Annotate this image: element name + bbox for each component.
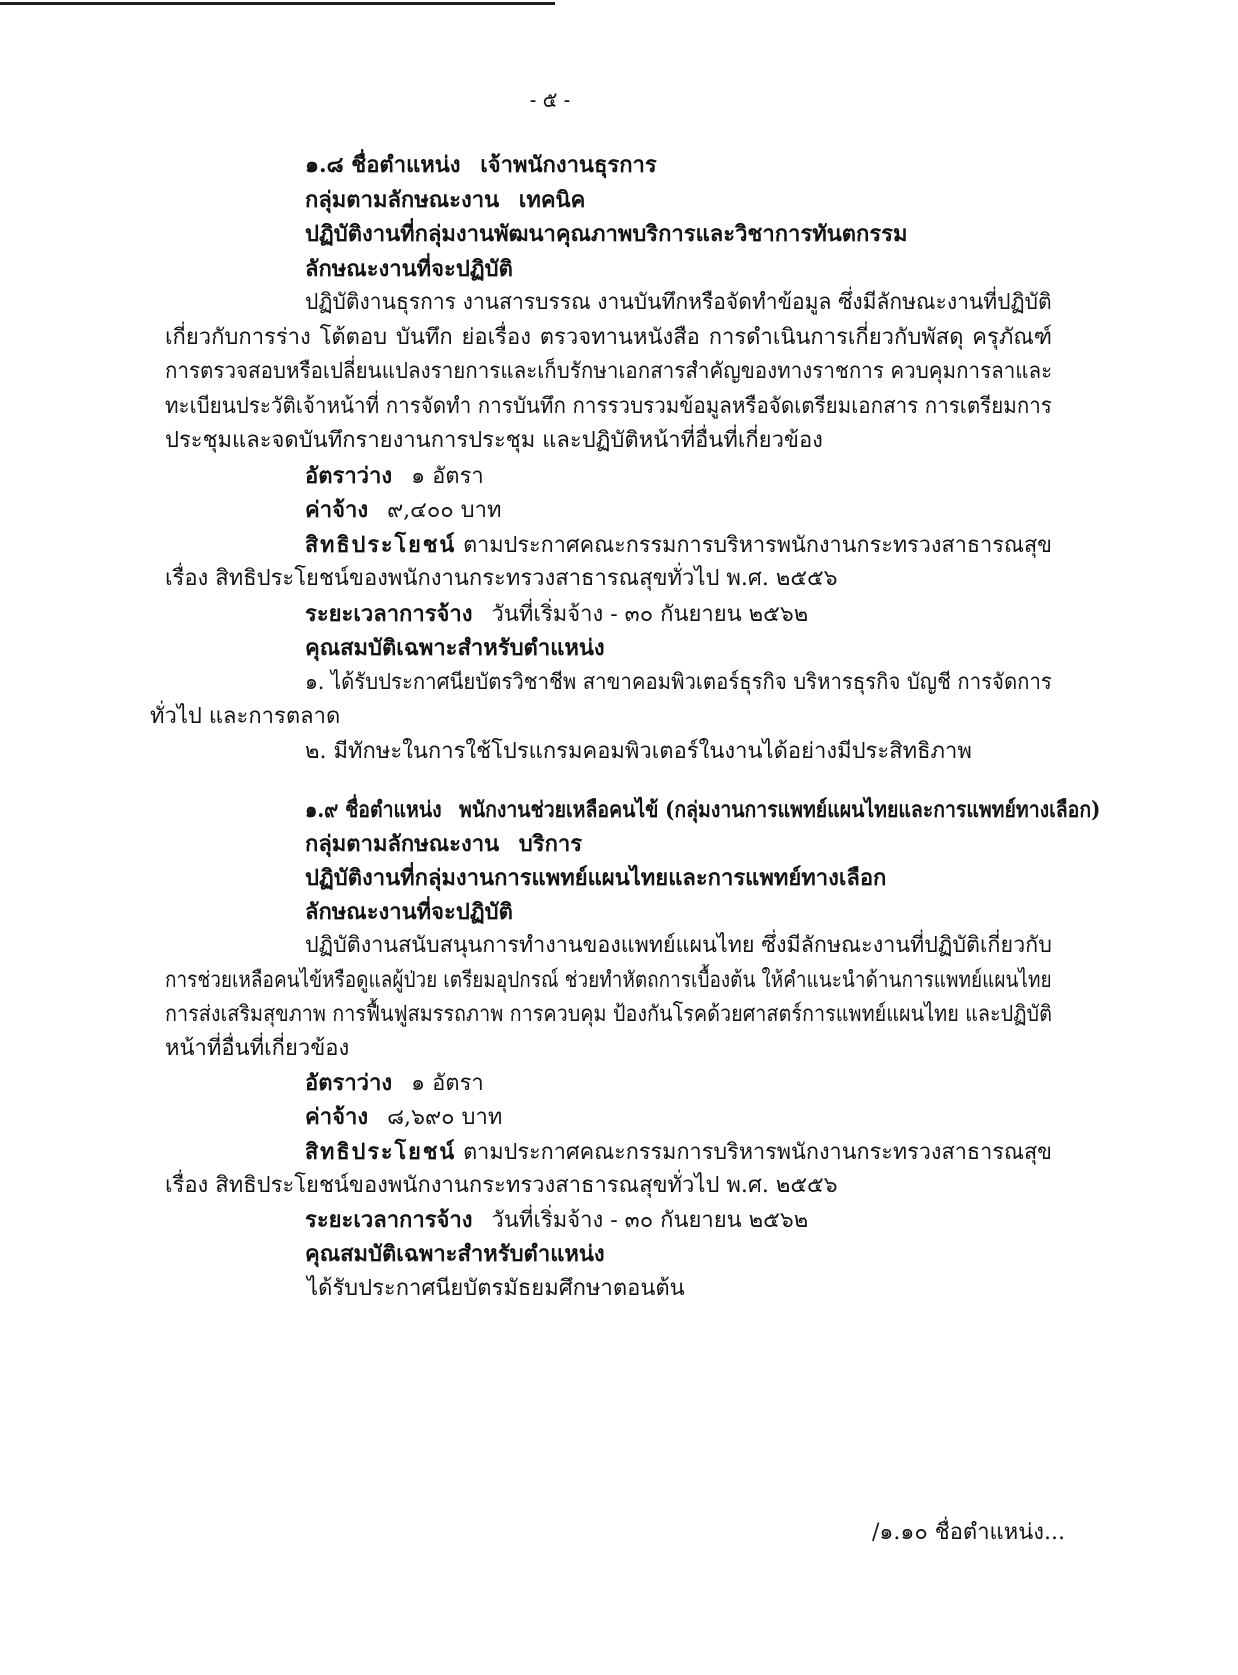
duties-line: ปฏิบัติงานสนับสนุนการทำงานของแพทย์แผนไทย ซึ่งมีลักษณะงานที่ปฏิบัติเกี่ยวกับ (305, 933, 1052, 958)
position-label: ชื่อตำแหน่ง (345, 797, 442, 823)
job-group-line (305, 829, 582, 859)
qualification-line: ๒. มีทักษะในการใช้โปรแกรมคอมพิวเตอร์ในงานได้อย่างมีประสิทธิภาพ (305, 739, 972, 764)
job-group-value: เทคนิค (518, 187, 586, 213)
vacancy-line (305, 1068, 484, 1098)
duties-line: การช่วยเหลือคนไข้หรือดูแลผู้ป่วย เตรียมอุปกรณ์ ช่วยทำหัตถการเบื้องต้น ให้คำแนะนำด้านการแพทย์แผนไทย (165, 968, 1052, 993)
employment-period-line (305, 599, 808, 629)
qualifications-label: คุณสมบัติเฉพาะสำหรับตำแหน่ง (305, 1241, 605, 1267)
scan-edge-line (0, 2, 555, 5)
duties-line: ทะเบียนประวัติเจ้าหน้าที่ การจัดทำ การบันทึก การรวบรวมข้อมูลหรือจัดเตรียมเอกสาร การเตรียมการ (165, 394, 1052, 419)
wage-value: ๘,๖๙๐ บาท (387, 1105, 503, 1130)
job-group-label: กลุ่มตามลักษณะงาน (305, 831, 500, 857)
benefits-line (305, 1137, 1052, 1167)
vacancy-value: ๑ อัตรา (411, 1071, 484, 1096)
vacancy-line (305, 461, 484, 491)
continuation-footer: /๑.๑๐ ชื่อตำแหน่ง... (872, 1520, 1065, 1545)
wage-value: ๙,๔๐๐ บาท (387, 498, 502, 523)
vacancy-value: ๑ อัตรา (411, 464, 484, 489)
duties-line: ปฏิบัติงานธุรการ งานสารบรรณ งานบันทึกหรือจัดทำข้อมูล ซึ่งมีลักษณะงานที่ปฏิบัติ (305, 290, 1052, 315)
duties-line: ประชุมและจดบันทึกรายงานการประชุม และปฏิบัติหน้าที่อื่นที่เกี่ยวข้อง (165, 428, 823, 453)
benefits-continuation: เรื่อง สิทธิประโยชน์ของพนักงานกระทรวงสาธารณสุขทั่วไป พ.ศ. ๒๕๕๖ (165, 1173, 838, 1198)
position-title: พนักงานช่วยเหลือคนไข้ (กลุ่มงานการแพทย์แผนไทยและการแพทย์ทางเลือก) (459, 797, 1101, 823)
section-number: ๑.๘ (305, 152, 344, 178)
duties-label: ลักษณะงานที่จะปฏิบัติ (305, 256, 513, 282)
employment-period-label: ระยะเวลาการจ้าง (305, 1207, 473, 1233)
employment-period-label: ระยะเวลาการจ้าง (305, 601, 473, 627)
work-unit: ปฏิบัติงานที่กลุ่มงานการแพทย์แผนไทยและการแพทย์ทางเลือก (305, 865, 887, 891)
employment-period-value: วันที่เริ่มจ้าง - ๓๐ กันยายน ๒๕๖๒ (491, 1208, 809, 1233)
wage-label: ค่าจ้าง (305, 497, 369, 523)
position-title: เจ้าพนักงานธุรการ (480, 152, 657, 178)
benefits-label: สิทธิประโยชน์ (305, 1139, 457, 1165)
benefits-continuation: เรื่อง สิทธิประโยชน์ของพนักงานกระทรวงสาธารณสุขทั่วไป พ.ศ. ๒๕๕๖ (165, 566, 838, 591)
wage-line (305, 495, 502, 525)
section-number: ๑.๙ (305, 797, 339, 823)
duties-line: หน้าที่อื่นที่เกี่ยวข้อง (165, 1036, 350, 1061)
qualification-line: ๑. ได้รับประกาศนียบัตรวิชาชีพ สาขาคอมพิวเตอร์ธุรกิจ บริหารธุรกิจ บัญชี การจัดการ (305, 670, 1052, 695)
qualification-line: ได้รับประกาศนียบัตรมัธยมศึกษาตอนต้น (307, 1276, 685, 1301)
vacancy-label: อัตราว่าง (305, 463, 393, 489)
vacancy-label: อัตราว่าง (305, 1070, 393, 1096)
section-heading (305, 795, 1100, 825)
duties-line: การส่งเสริมสุขภาพ การฟื้นฟูสมรรถภาพ การควบคุม ป้องกันโรคด้วยศาสตร์การแพทย์แผนไทย และปฏิบัติ (165, 1002, 1052, 1027)
page-number: - ๕ - (529, 88, 571, 113)
job-group-value: บริการ (518, 831, 583, 857)
duties-line: การตรวจสอบหรือเปลี่ยนแปลงรายการและเก็บรักษาเอกสารสำคัญของทางราชการ ควบคุมการลาและ (165, 359, 1053, 384)
wage-line (305, 1102, 502, 1132)
qualifications-label: คุณสมบัติเฉพาะสำหรับตำแหน่ง (305, 635, 605, 661)
benefits-text: ตามประกาศคณะกรรมการบริหารพนักงานกระทรวงสาธารณสุข (463, 533, 1052, 558)
wage-label: ค่าจ้าง (305, 1104, 369, 1130)
qualification-line: ทั่วไป และการตลาด (150, 704, 341, 729)
duties-label: ลักษณะงานที่จะปฏิบัติ (305, 899, 513, 925)
position-label: ชื่อตำแหน่ง (351, 152, 461, 178)
benefits-label: สิทธิประโยชน์ (305, 532, 457, 558)
employment-period-line (305, 1205, 808, 1235)
duties-line: เกี่ยวกับการร่าง โต้ตอบ บันทึก ย่อเรื่อง ตรวจทานหนังสือ การดำเนินการเกี่ยวกับพัสดุ ครุภัณฑ์ (165, 325, 1052, 350)
section-heading (305, 150, 657, 180)
work-unit: ปฏิบัติงานที่กลุ่มงานพัฒนาคุณภาพบริการและวิชาการทันตกรรม (305, 221, 908, 247)
employment-period-value: วันที่เริ่มจ้าง - ๓๐ กันยายน ๒๕๖๒ (491, 602, 809, 627)
job-group-label: กลุ่มตามลักษณะงาน (305, 187, 500, 213)
benefits-line (305, 530, 1052, 560)
benefits-text: ตามประกาศคณะกรรมการบริหารพนักงานกระทรวงสาธารณสุข (463, 1140, 1052, 1165)
job-group-line (305, 185, 585, 215)
